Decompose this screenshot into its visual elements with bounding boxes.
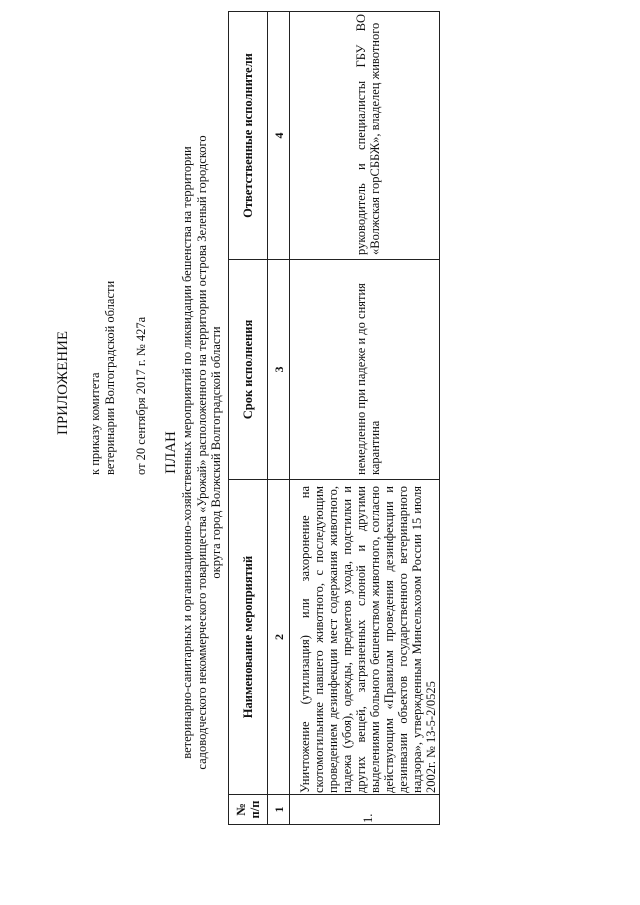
- plan-subtitle: ветеринарно-санитарных и организационно-хозяйственных мероприятий по ликвидации бешенства на территории садоводческого некоммерческого товарищества «Урожай» расположенного на территории острова Зеленый городского округа город Волжский Волгоградской области: [180, 135, 223, 770]
- row-term: немедленно при падеже и до снятия карантина: [290, 260, 440, 480]
- table-header-row: [229, 12, 268, 825]
- col-number-1: 1: [268, 795, 290, 825]
- table-number-row: [268, 12, 290, 825]
- header-responsible: Ответственные исполнители: [229, 12, 268, 260]
- row-measure: Уничтожение (утилизация) или захоронение на скотомогильнике павшего животного, с последующим проведением дезинфекции мест содержания животного, падежа (убоя), одежды, предметов ухода, подстилки и других вещей, загрязненных слюной и другими выделениями больного бешенством животного, согласно действующим «Правилам проведения дезинфекции и дезинвазии объектов государственного ветеринарного надзора», утвержденным Минсельхозом России 15 июля 2002г. № 13-5-2/0525: [290, 480, 440, 795]
- appendix-date: от 20 сентября 2017 г. № 427а: [134, 316, 148, 475]
- table-row: [290, 12, 440, 825]
- header-measures: Наименование мероприятий: [229, 480, 268, 795]
- appendix-title: ПРИЛОЖЕНИЕ: [55, 330, 71, 435]
- header-term: Срок исполнения: [229, 260, 268, 480]
- row-number: 1.: [290, 795, 440, 825]
- plan-table: [228, 11, 440, 825]
- col-number-3: 3: [268, 260, 290, 480]
- plan-title: ПЛАН: [163, 431, 179, 474]
- header-num: № п/п: [229, 795, 268, 825]
- appendix-line-1: к приказу комитета: [88, 372, 102, 475]
- appendix-line-2: ветеринарии Волгоградской области: [103, 280, 117, 475]
- col-number-4: 4: [268, 12, 290, 260]
- row-responsible: руководитель и специалисты ГБУ ВО «Волжская горСББЖ», владелец животного: [290, 12, 440, 260]
- col-number-2: 2: [268, 480, 290, 795]
